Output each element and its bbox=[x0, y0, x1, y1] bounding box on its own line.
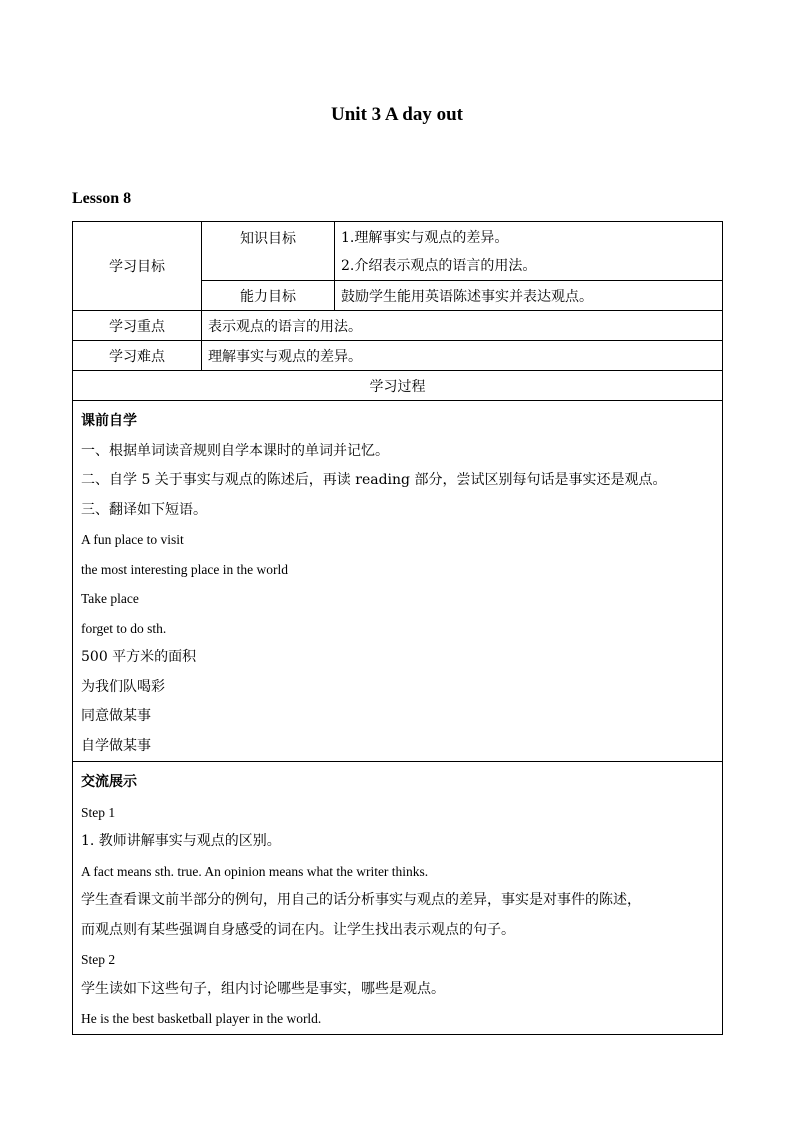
knowledge-label: 知识目标 bbox=[202, 222, 335, 281]
preview-section bbox=[73, 401, 723, 762]
preview-item: 一、根据单词读音规则自学本课时的单词并记忆。 bbox=[81, 442, 389, 459]
step-label: Step 2 bbox=[81, 952, 116, 967]
phrase-cn: 为我们队喝彩 bbox=[81, 678, 165, 695]
exchange-heading: 交流展示 bbox=[81, 774, 137, 790]
preview-item: 二、自学 5 关于事实与观点的陈述后，再读 reading 部分，尝试区别每句话是事实还是观点。 bbox=[81, 472, 667, 488]
exchange-section bbox=[73, 762, 723, 1035]
phrase-cn: 自学做某事 bbox=[81, 737, 151, 754]
lesson-heading: Lesson 8 bbox=[72, 190, 132, 207]
ability-label: 能力目标 bbox=[202, 281, 335, 311]
step-label: Step 1 bbox=[81, 804, 116, 820]
step-text: 学生读如下这些句子，组内讨论哪些是事实，哪些是观点。 bbox=[81, 980, 445, 997]
phrase-cn: 同意做某事 bbox=[81, 708, 151, 724]
phrase-cn: 500 平方米的面积 bbox=[81, 649, 197, 665]
ability-text: 鼓励学生能用英语陈述事实并表达观点。 bbox=[335, 281, 723, 311]
process-label: 学习过程 bbox=[73, 371, 723, 401]
goals-label: 学习目标 bbox=[73, 222, 202, 311]
difficulty-label: 学习难点 bbox=[73, 341, 202, 371]
step-text: 学生查看课文前半部分的例句，用自己的话分析事实与观点的差异，事实是对事件的陈述， bbox=[81, 892, 641, 908]
example-sentence: He is the best basketball player in the world. bbox=[81, 1011, 322, 1026]
preview-item: 三、翻译如下短语。 bbox=[81, 501, 207, 518]
knowledge-item: 1.理解事实与观点的差异。 bbox=[341, 230, 509, 246]
document-title: Unit 3 A day out bbox=[331, 104, 463, 125]
knowledge-cell bbox=[335, 222, 723, 281]
phrase-en: Take place bbox=[81, 591, 139, 606]
knowledge-item: 2.介绍表示观点的语言的用法。 bbox=[341, 258, 537, 274]
phrase-en: A fun place to visit bbox=[81, 532, 184, 547]
phrase-en: forget to do sth. bbox=[81, 620, 167, 636]
phrase-en: the most interesting place in the world bbox=[81, 561, 288, 577]
difficulty-text: 理解事实与观点的差异。 bbox=[202, 341, 723, 371]
definition-text: A fact means sth. true. An opinion means what the writer thinks. bbox=[81, 863, 429, 879]
preview-heading: 课前自学 bbox=[81, 413, 137, 429]
step-text: 而观点则有某些强调自身感受的词在内。让学生找出表示观点的句子。 bbox=[81, 921, 515, 938]
key-points-label: 学习重点 bbox=[73, 311, 202, 341]
step-item: 1. 教师讲解事实与观点的区别。 bbox=[81, 833, 281, 849]
lesson-plan-table bbox=[72, 221, 723, 1035]
key-points-text: 表示观点的语言的用法。 bbox=[202, 311, 723, 341]
